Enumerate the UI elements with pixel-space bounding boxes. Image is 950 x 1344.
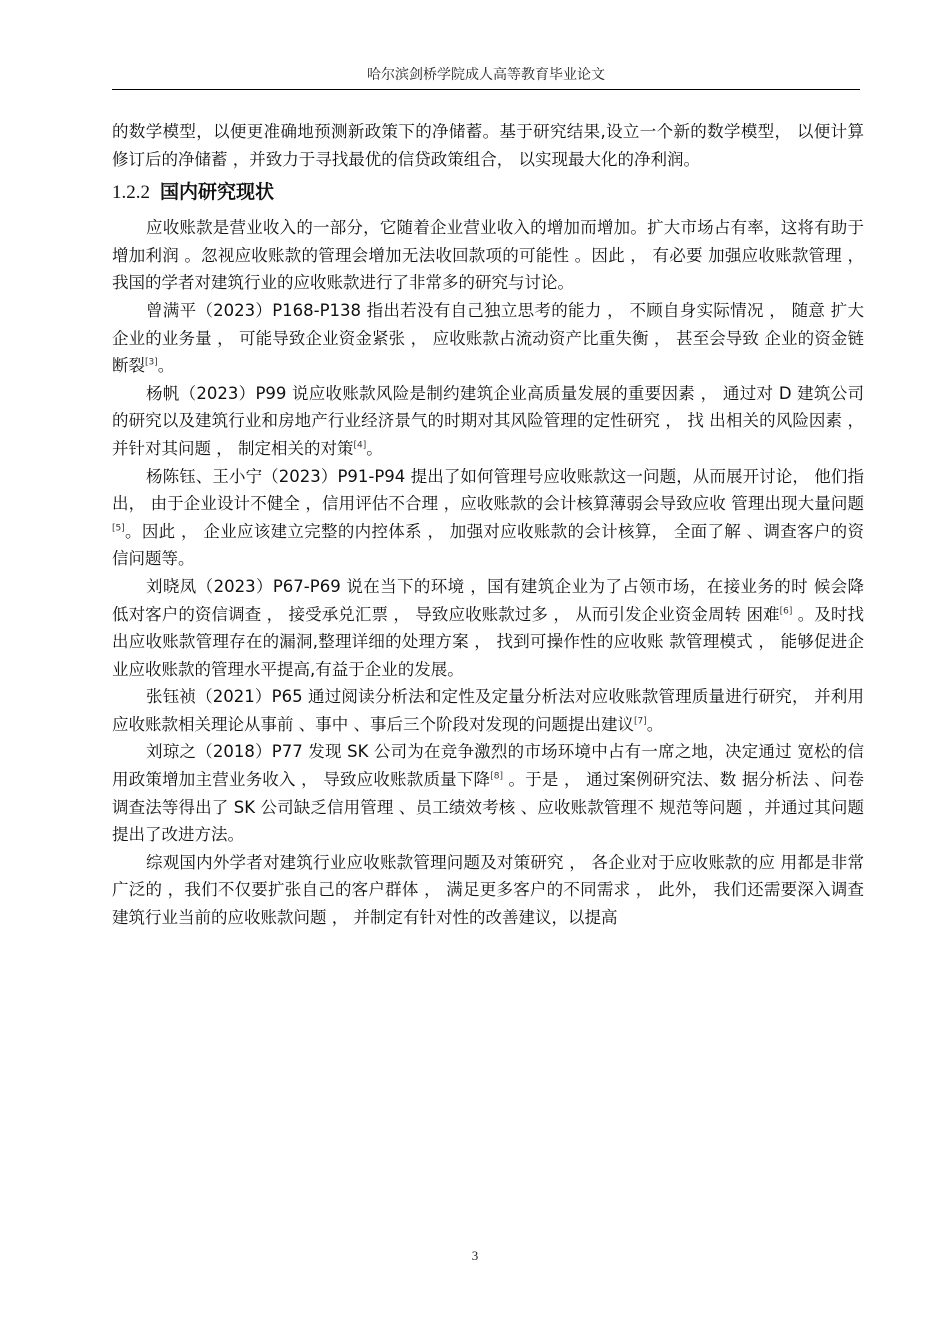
paragraph-text: 曾满平（2023）P168-P138 指出若没有自己独立思考的能力 ， 不顾自身实际情况 ， 随意 扩大企业的业务量 ， 可能导致企业资金紧张 ， 应收账款占流动资产比重失衡 ， 甚至会导致 企业的资金链断裂 — [112, 300, 864, 376]
paragraph-text: 张钰祯（2021）P65 通过阅读分析法和定性及定量分析法对应收账款管理质量进行研究， 并利用应收账款相关理论从事前 、事中 、事后三个阶段对发现的问题提出建议 — [112, 687, 864, 734]
citation-ref: [7] — [634, 716, 647, 727]
page-header-title: 哈尔滨剑桥学院成人高等教育毕业论文 — [367, 67, 605, 83]
paragraph-text: 综观国内外学者对建筑行业应收账款管理问题及对策研究 ， 各企业对于应收账款的应 用都是非常广泛的 ，我们不仅要扩张自己的客户群体 ， 满足更多客户的不同需求 ， 此外， 我们还需要深入调查建筑行业当前的应收账款问题 ， 并制定有针对性的改善建议，以提高 — [112, 852, 864, 928]
paragraph-text: 。 — [366, 438, 383, 458]
citation-ref: [5] — [112, 523, 125, 534]
paragraph-2 — [112, 297, 864, 380]
paragraph-text: 刘晓凤（2023）P67-P69 说在当下的环境 ，国有建筑企业为了占领市场，在接业务的时 候会降低对客户的资信调查 ， 接受承兑汇票 ， 导致应收账款过多 ， 从而引发企业资金周转 困难 — [112, 576, 864, 624]
citation-ref: [3] — [145, 357, 158, 368]
citation-ref: [4] — [353, 440, 367, 451]
section-heading — [112, 177, 864, 208]
paragraph-text: 。 — [646, 714, 664, 734]
paragraph-8 — [112, 849, 864, 932]
paragraph-text: 。因此 ， 企业应该建立完整的内控体系 ， 加强对应收账款的会计核算， 全面了解 、调查客户的资信问题等。 — [112, 521, 864, 569]
intro-paragraph: 的数学模型，以便更准确地预测新政策下的净储蓄。基于研究结果,设立一个新的数学模型， 以便计算修订后的净储蓄 ，并致力于寻找最优的信贷政策组合， 以实现最大化的净利润。 — [112, 122, 864, 169]
header-divider — [112, 89, 860, 90]
paragraph-7 — [112, 738, 864, 848]
paragraph-text: 。及时找出应收账款管理存在的漏洞,整理详细的处理方案 ， 找到可操作性的应收账 款管理模式 ， 能够促进企业应收账款的管理水平提高,有益于企业的发展。 — [112, 604, 865, 679]
paragraph-5 — [112, 573, 864, 683]
paragraph-text: 杨陈钰、王小宁（2023）P91-P94 提出了如何管理号应收账款这一问题，从而展开讨论， 他们指出， 由于企业设计不健全 ，信用评估不合理 ，应收账款的会计核算薄弱会导致应收 管理出现大量问题 — [112, 466, 864, 514]
section-number: 1.2.2 — [112, 182, 150, 204]
paragraph-4 — [112, 463, 864, 573]
document-body — [112, 118, 864, 932]
section-title: 国内研究现状 — [160, 181, 275, 204]
paragraph-3 — [112, 380, 864, 463]
citation-ref: [6] — [779, 606, 793, 616]
paragraph-text: 。 — [157, 356, 175, 376]
paragraph-1 — [112, 214, 864, 297]
citation-ref: [8] — [490, 771, 503, 782]
paragraph-text: 刘琼之（2018）P77 发现 SK 公司为在竞争激烈的市场环境中占有一席之地，决定通过 宽松的信用政策增加主营业务收入 ， 导致应收账款质量下降 — [112, 742, 864, 790]
paragraph-text: 应收账款是营业收入的一部分，它随着企业营业收入的增加而增加。扩大市场占有率，这将有助于增加利润 。忽视应收账款的管理会增加无法收回款项的可能性 。因此 ， 有必要 加强应收账款管理 ，我国的学者对建筑行业的应收账款进行了非常多的研究与讨论。 — [112, 218, 864, 293]
paragraph-text: 杨帆（2023）P99 说应收账款风险是制约建筑企业高质量发展的重要因素 ， 通过对 D 建筑公司的研究以及建筑行业和房地产行业经济景气的时期对其风险管理的定性研究 ， 找 出相关的风险因素 ， 并针对其问题 ， 制定相关的对策 — [112, 383, 864, 458]
paragraph-6 — [112, 683, 864, 738]
page-number: 3 — [471, 1248, 479, 1263]
paragraph-text: 。于是 ， 通过案例研究法、数 据分析法 、问卷调查法等得出了 SK 公司缺乏信用管理 、员工绩效考核 、应收账款管理不 规范等问题 ，并通过其问题提出了改进方法。 — [112, 770, 864, 845]
